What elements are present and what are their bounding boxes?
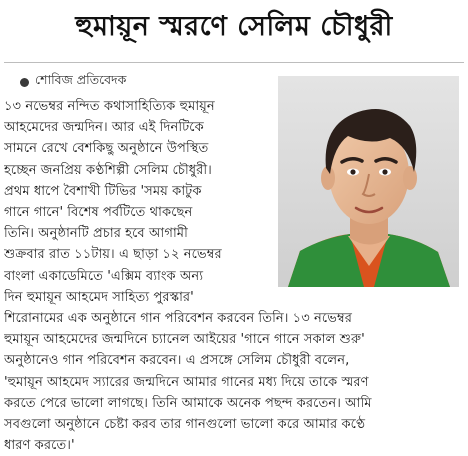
body-line: শুক্রবার রাত ১১টায়। এ ছাড়া ১২ নভেম্বর: [4, 247, 222, 263]
article-body: [4, 96, 464, 456]
headline-divider: [4, 62, 464, 63]
body-line: হচ্ছেন জনপ্রিয় কণ্ঠশিল্পী সেলিম চৌধুরী।: [4, 162, 212, 178]
body-line: তিনি। অনুষ্ঠানটি প্রচার হবে আগামী: [4, 226, 188, 242]
bullet-icon: [20, 78, 29, 87]
body-line: গানে গানে' বিশেষ পর্বটিতে থাকছেন: [4, 205, 193, 221]
body-line: প্রথম ধাপে বৈশাখী টিভির 'সময় কাটুক: [4, 183, 202, 199]
body-line: বাংলা একাডেমিতে 'এক্সিম ব্যাংক অন্য: [4, 268, 204, 284]
body-line: আহমেদের জন্মদিন। আর এই দিনটিকে: [4, 120, 204, 136]
headline: হুমায়ূন স্মরণে সেলিম চৌধুরী: [75, 11, 393, 42]
body-line: শিরোনামের এক অনুষ্ঠানে গান পরিবেশন করবেন তিনি। ১৩ নভেম্বর: [4, 311, 352, 327]
body-line: হুমায়ূন আহমেদের জন্মদিনে চ্যানেল আইয়ের 'গানে গানে সকাল শুরু': [4, 332, 365, 348]
body-line: অনুষ্ঠানেও গান পরিবেশন করবেন। এ প্রসঙ্গে সেলিম চৌধুরী বলেন,: [4, 353, 350, 369]
body-line: 'হুমায়ূন আহমেদ স্যারের জন্মদিনে আমার গানের মধ্য দিয়ে তাকে স্মরণ: [4, 374, 369, 390]
body-line: সবগুলো অনুষ্ঠানে চেষ্টা করব তার গানগুলো ভালো করে আমার কণ্ঠে: [4, 417, 366, 433]
body-line: দিন হুমায়ূন আহমেদ সাহিত্য পুরস্কার': [4, 289, 194, 305]
byline: [20, 72, 126, 92]
body-line: সামনে রেখে বেশকিছু অনুষ্ঠানে উপস্থিত: [4, 141, 209, 157]
byline-text: শোবিজ প্রতিবেদক: [35, 72, 127, 87]
body-line: ধারণ করতে।': [4, 438, 75, 454]
body-line: ১৩ নভেম্বর নন্দিত কথাসাহিত্যিক হুমায়ূন: [4, 99, 215, 114]
body-line: করতে পেরে ভালো লাগছে। তিনি আমাকে অনেক পছন্দ করতেন। আমি: [4, 395, 372, 411]
